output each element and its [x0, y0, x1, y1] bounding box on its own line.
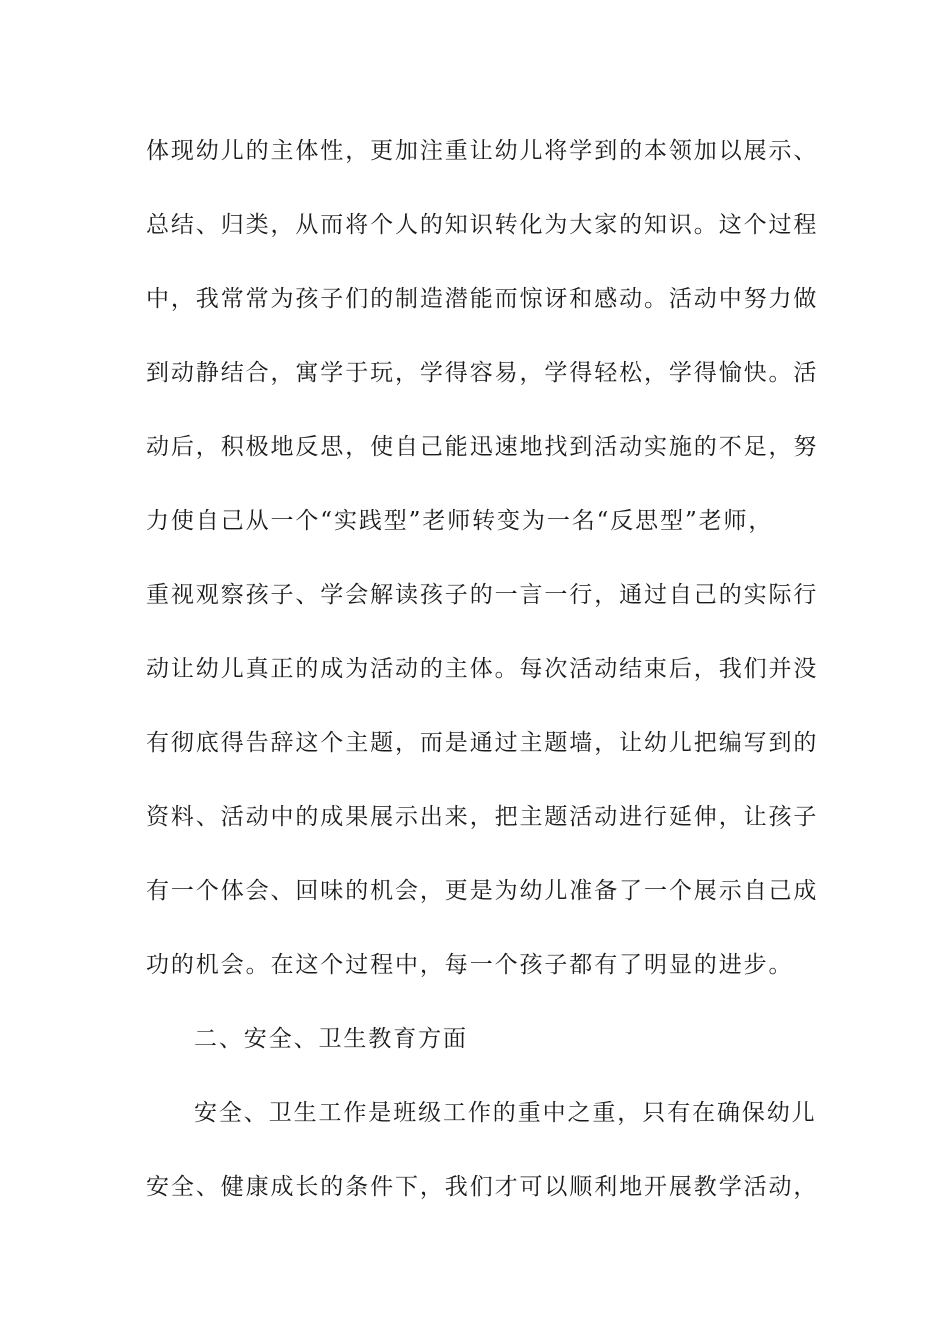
paragraph-line: 重视观察孩子、学会解读孩子的一言一行，通过自己的实际行: [146, 582, 819, 608]
paragraph-line: 有一个体会、回味的机会，更是为幼儿准备了一个展示自己成: [146, 878, 819, 904]
paragraph-line: 资料、活动中的成果展示出来，把主题活动进行延伸，让孩子: [146, 804, 819, 830]
section-paragraph-line: 安全、卫生工作是班级工作的重中之重，只有在确保幼儿: [194, 1100, 817, 1126]
paragraph-line: 动让幼儿真正的成为活动的主体。每次活动结束后，我们并没: [146, 656, 819, 682]
paragraph-line: 力使自己从一个“实践型”老师转变为一名“反思型”老师，: [146, 508, 774, 534]
paragraph-line: 总结、归类，从而将个人的知识转化为大家的知识。这个过程: [146, 212, 819, 238]
paragraph-line: 动后，积极地反思，使自己能迅速地找到活动实施的不足，努: [146, 434, 819, 460]
section-heading: 二、安全、卫生教育方面: [194, 1026, 468, 1052]
paragraph-line: 到动静结合，寓学于玩，学得容易，学得轻松，学得愉快。活: [146, 360, 819, 386]
paragraph-line: 功的机会。在这个过程中，每一个孩子都有了明显的进步。: [146, 952, 794, 978]
paragraph-line: 中，我常常为孩子们的制造潜能而惊讶和感动。活动中努力做: [146, 286, 819, 312]
paragraph-line: 有彻底得告辞这个主题，而是通过主题墙，让幼儿把编写到的: [146, 730, 819, 756]
paragraph-line: 体现幼儿的主体性，更加注重让幼儿将学到的本领加以展示、: [146, 138, 819, 164]
section-paragraph-line: 安全、健康成长的条件下，我们才可以顺利地开展教学活动，: [146, 1174, 819, 1200]
